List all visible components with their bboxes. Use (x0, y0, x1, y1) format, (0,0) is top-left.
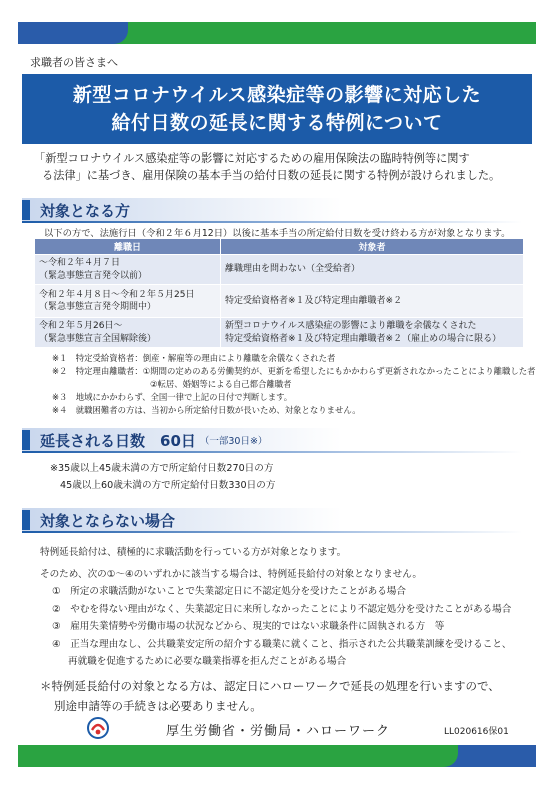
intro-line-1: 「新型コロナウイルス感染症等の影響に対応するための雇用保険法の臨時特例等に関す (34, 152, 470, 165)
footnote (40, 676, 500, 716)
title-line-1: 新型コロナウイルス感染症等の影響に対応した (72, 84, 482, 106)
signature-row (0, 714, 554, 742)
extension-line-2: 45歳以上60歳未満の方で所定給付日数330日の方 (60, 480, 276, 491)
audience-label: 求職者の皆さまへ (30, 56, 118, 69)
intro-line-2: る法律」に基づき、雇用保険の基本手当の給付日数の延長に関する特例が設けられました。 (42, 169, 501, 182)
date-note: （緊急事態宣言発令期間中） (39, 302, 157, 312)
title-banner (22, 74, 532, 144)
bottom-green-band (18, 745, 458, 767)
section3-paragraph-2: そのため、次の①～④のいずれかに該当する場合は、特例延長給付の対象となりません。 (40, 568, 422, 580)
section2-underline (22, 451, 522, 453)
target-table-header (35, 239, 524, 255)
table-cell-date (35, 255, 221, 285)
target-text: 特定受給資格者※１及び特定理由離職者※２ (225, 295, 403, 306)
target-text: 離職理由を問わない（全受給者） (225, 264, 361, 275)
exclusion-item-4: ④ 正当な理由なし、公共職業安定所の紹介する職業に就くこと、指示された公共職業訓練を受けること、 (52, 638, 512, 650)
table-cell-target (221, 318, 524, 348)
document-code: LL020616保01 (444, 727, 509, 737)
exclusion-item-1: ① 所定の求職活動がないことで失業認定日に不認定処分を受けたことがある場合 (52, 586, 406, 597)
top-decorative-bar (18, 22, 536, 44)
footnote-line-2: 別途申請等の手続きは必要ありません。 (54, 699, 262, 713)
footnote-line-1: ＊特例延長給付の対象となる方は、認定日にハローワークで延長の処理を行いますので、 (40, 679, 500, 693)
table-row (35, 285, 524, 318)
note-1: ※１ 特定受給資格者：倒産・解雇等の理由により離職を余儀なくされた者 (52, 353, 336, 363)
table-row (35, 255, 524, 285)
section3-paragraph-1: 特例延長給付は、積極的に求職活動を行っている方が対象となります。 (40, 547, 347, 558)
section3-underline (22, 531, 522, 533)
target-text: 新型コロナウイルス感染症の影響により離職を余儀なくされた (225, 321, 477, 331)
organization-name: 厚生労働省・労働局・ハローワーク (166, 724, 391, 739)
section2-body (50, 460, 275, 494)
section3-body (40, 544, 512, 671)
section2-heading (22, 429, 267, 451)
intro-paragraph (34, 150, 524, 184)
mhlw-logo-icon (86, 716, 110, 740)
table-header-date: 離職日 (35, 239, 221, 255)
bottom-decorative-bar (18, 745, 536, 767)
table-cell-target (221, 285, 524, 318)
table-cell-date (35, 318, 221, 348)
table-header-target: 対象者 (221, 239, 524, 255)
section2-heading-sub: （一部30日※） (199, 436, 268, 447)
table-cell-date (35, 285, 221, 318)
date-note: （緊急事態宣言発令以前） (39, 270, 148, 281)
section2-heading-text: 延長される日数 60日 (40, 431, 196, 450)
exclusion-item-3: ③ 雇用失業情勢や労働市場の状況などから、現実的ではない求職条件に固執される方 等 (52, 621, 445, 632)
note-3: ※３ 地域にかかわらず、全国一律で上記の日付で判断します。 (52, 392, 293, 402)
table-cell-target (221, 255, 524, 285)
section3-heading (22, 509, 175, 531)
date-text: 令和２年４月８日～令和２年５月25日 (39, 289, 195, 300)
section2-heading-marker (22, 430, 30, 450)
section1-heading-text: 対象となる方 (40, 201, 131, 220)
date-text: 令和２年５月26日～ (39, 321, 123, 331)
note-2: ※２ 特定理由離職者：①期間の定めのある労働契約が、更新を希望したにもかかわらず更新されなかったことにより離職した者 (52, 366, 536, 376)
section1-notes (52, 352, 536, 417)
extension-line-1: ※35歳以上45歳未満の方で所定給付日数270日の方 (50, 463, 274, 474)
top-green-band (108, 22, 536, 44)
section1-heading-marker (22, 200, 30, 220)
top-blue-band (18, 22, 128, 44)
section3-heading-text: 対象とならない場合 (40, 511, 176, 530)
exclusion-item-4-cont: 再就職を促進するために必要な職業指導を拒んだことがある場合 (68, 656, 347, 667)
date-text: ～令和２年４月７日 (39, 258, 121, 268)
exclusion-item-2: ② やむを得ない理由がなく、失業認定日に来所しなかったことにより不認定処分を受けたことがある場合 (52, 603, 512, 615)
section1-underline (22, 221, 522, 223)
title-line-2: 給付日数の延長に関する特例について (111, 112, 443, 134)
target-table (34, 238, 524, 348)
section1-heading (22, 199, 130, 221)
date-note: （緊急事態宣言全国解除後） (39, 333, 157, 344)
target-text-2: 特定受給資格者※１及び特定理由離職者※２（雇止めの場合に限る） (225, 333, 502, 344)
table-row (35, 318, 524, 348)
note-4: ※４ 就職困難者の方は、当初から所定給付日数が長いため、対象となりません。 (52, 405, 361, 415)
section3-heading-marker (22, 510, 30, 530)
note-2b: ②転居、婚姻等による自己都合離職者 (150, 379, 292, 389)
section1-lead: 以下の方で、法施行日（令和２年６月12日）以後に基本手当の所定給付日数を受け終わる方が対象となります。 (44, 228, 511, 239)
